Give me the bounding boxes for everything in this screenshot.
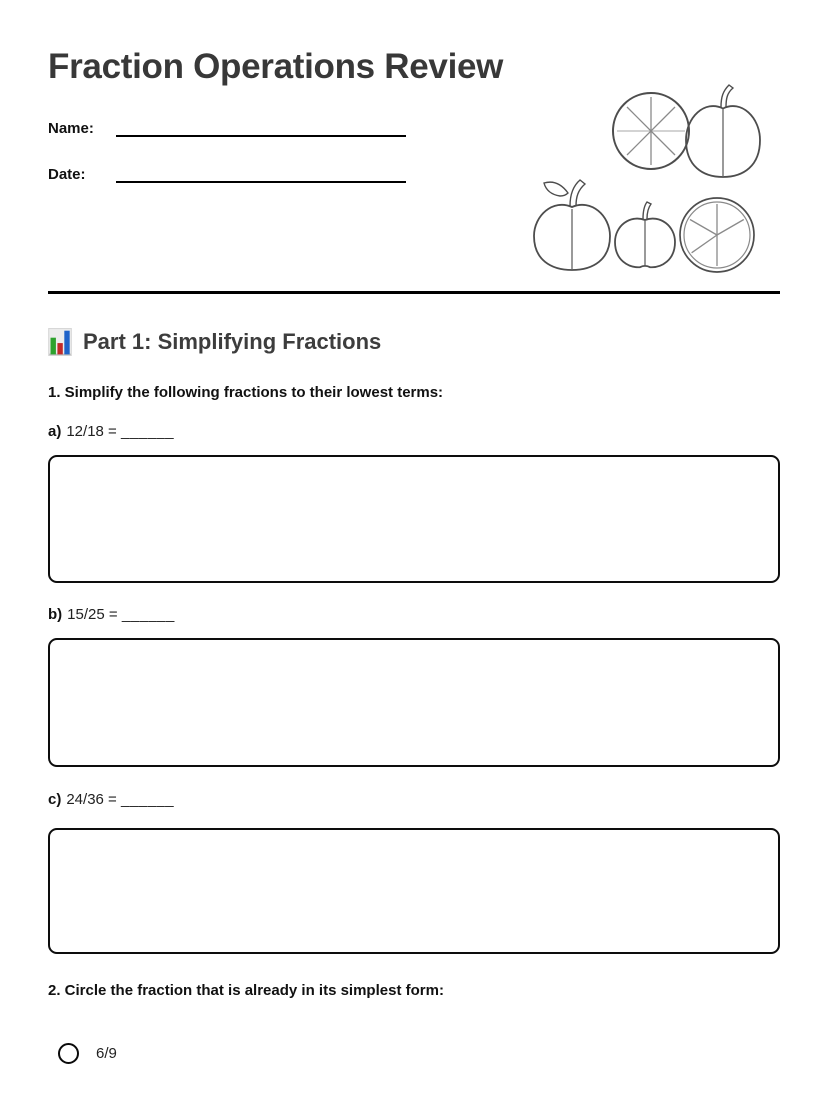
option-label: 6/9 — [96, 1044, 117, 1062]
item-b-label: b) — [48, 606, 63, 624]
name-input-line[interactable] — [116, 119, 406, 137]
question1-item-c — [48, 791, 780, 810]
bar-chart-icon — [48, 328, 72, 356]
fruit-fractions-illustration — [520, 78, 780, 283]
name-label: Name: — [48, 119, 94, 137]
part1-heading: Part 1: Simplifying Fractions — [83, 328, 382, 354]
item-a-expression: 12/18 = — [66, 423, 117, 441]
apple-with-leaf-halved-icon — [534, 180, 610, 270]
small-apple-halved-icon — [615, 202, 675, 267]
item-a-label: a) — [48, 423, 62, 441]
question1-text: 1. Simplify the following fractions to their lowest terms: — [48, 383, 444, 401]
date-input-line[interactable] — [116, 165, 406, 183]
apple-halved-icon — [686, 85, 760, 177]
question1-item-b — [48, 606, 780, 625]
item-a-answer-blank[interactable]: ______ — [120, 423, 175, 441]
answer-box-b[interactable] — [48, 638, 780, 767]
item-c-answer-blank[interactable]: ______ — [120, 790, 175, 808]
page-title: Fraction Operations Review — [48, 47, 504, 86]
pie-8-slices-icon — [613, 93, 689, 169]
question2-option-1 — [58, 1042, 780, 1064]
item-b-answer-blank[interactable]: ______ — [121, 606, 175, 624]
question2-text: 2. Circle the fraction that is already in its simplest form: — [48, 981, 444, 999]
radio-circle-icon[interactable] — [58, 1043, 79, 1064]
part1-heading-row — [48, 328, 780, 356]
answer-box-a[interactable] — [48, 455, 780, 583]
section-divider — [48, 291, 780, 294]
item-b-expression: 15/25 = — [67, 606, 118, 624]
question1-item-a — [48, 423, 780, 442]
item-c-expression: 24/36 = — [66, 790, 117, 808]
answer-box-c[interactable] — [48, 828, 780, 954]
date-label: Date: — [48, 165, 86, 183]
item-c-label: c) — [48, 790, 62, 808]
pie-5-slices-icon — [680, 198, 754, 272]
